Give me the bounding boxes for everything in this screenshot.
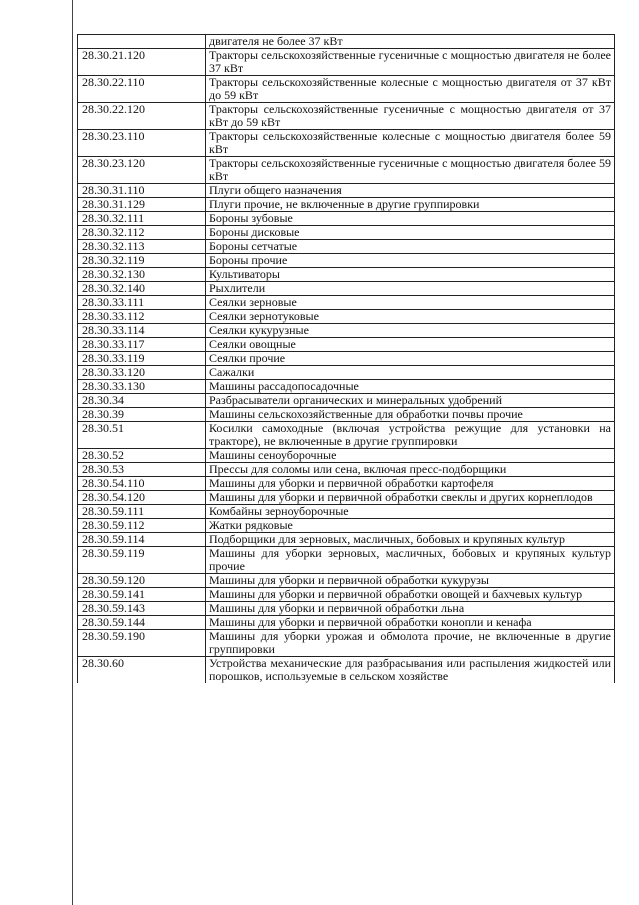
table-row xyxy=(78,324,615,338)
table-row xyxy=(78,103,615,130)
product-name-cell: Плуги общего назначения xyxy=(206,184,615,198)
product-name-cell: Бороны дисковые xyxy=(206,226,615,240)
table-row xyxy=(78,394,615,408)
table-row xyxy=(78,254,615,268)
table-row xyxy=(78,519,615,533)
table-row xyxy=(78,352,615,366)
product-name-cell: Плуги прочие, не включенные в другие группировки xyxy=(206,198,615,212)
table-row xyxy=(78,477,615,491)
product-name-cell: Машины для уборки и первичной обработки льна xyxy=(206,602,615,616)
table-row xyxy=(78,366,615,380)
product-code-cell: 28.30.23.110 xyxy=(78,130,206,157)
table-row xyxy=(78,616,615,630)
product-name-cell: Машины для уборки и первичной обработки картофеля xyxy=(206,477,615,491)
table-row xyxy=(78,282,615,296)
table-row xyxy=(78,422,615,449)
product-name-cell: Машины рассадопосадочные xyxy=(206,380,615,394)
product-name-cell: Машины для уборки зерновых, масличных, бобовых и крупяных культур прочие xyxy=(206,547,615,574)
table-row xyxy=(78,240,615,254)
table-row xyxy=(78,491,615,505)
table-row xyxy=(78,157,615,184)
product-name-cell: Машины для уборки урожая и обмолота прочие, не включенные в другие группировки xyxy=(206,630,615,657)
product-code-cell: 28.30.59.114 xyxy=(78,533,206,547)
table-row xyxy=(78,268,615,282)
product-code-cell: 28.30.22.110 xyxy=(78,76,206,103)
table-row xyxy=(78,657,615,684)
product-name-cell: Машины для уборки и первичной обработки овощей и бахчевых культур xyxy=(206,588,615,602)
table-row xyxy=(78,463,615,477)
product-code-cell: 28.30.31.129 xyxy=(78,198,206,212)
table-row xyxy=(78,130,615,157)
product-code-table xyxy=(77,34,615,683)
table-row xyxy=(78,602,615,616)
table-row xyxy=(78,226,615,240)
product-name-cell: Прессы для соломы или сена, включая пресс-подборщики xyxy=(206,463,615,477)
product-name-cell: Сеялки овощные xyxy=(206,338,615,352)
product-code-cell: 28.30.33.117 xyxy=(78,338,206,352)
product-name-cell: Подборщики для зерновых, масличных, бобовых и крупяных культур xyxy=(206,533,615,547)
product-name-cell: Бороны сетчатые xyxy=(206,240,615,254)
product-code-cell: 28.30.54.110 xyxy=(78,477,206,491)
table-body xyxy=(78,35,615,684)
product-code-cell: 28.30.23.120 xyxy=(78,157,206,184)
product-code-cell: 28.30.33.112 xyxy=(78,310,206,324)
product-code-cell: 28.30.39 xyxy=(78,408,206,422)
product-name-cell: Рыхлители xyxy=(206,282,615,296)
product-code-cell: 28.30.22.120 xyxy=(78,103,206,130)
product-code-cell: 28.30.59.120 xyxy=(78,574,206,588)
product-code-cell: 28.30.52 xyxy=(78,449,206,463)
table-row xyxy=(78,198,615,212)
product-name-cell: Разбрасыватели органических и минеральных удобрений xyxy=(206,394,615,408)
product-code-cell: 28.30.59.143 xyxy=(78,602,206,616)
product-name-cell: Сеялки прочие xyxy=(206,352,615,366)
product-name-cell: Бороны зубовые xyxy=(206,212,615,226)
table-row xyxy=(78,380,615,394)
product-code-cell: 28.30.53 xyxy=(78,463,206,477)
table-row xyxy=(78,310,615,324)
product-code-cell: 28.30.21.120 xyxy=(78,49,206,76)
table-row xyxy=(78,533,615,547)
product-code-cell: 28.30.31.110 xyxy=(78,184,206,198)
product-code-cell: 28.30.33.130 xyxy=(78,380,206,394)
product-name-cell: Машины для уборки и первичной обработки свеклы и других корнеплодов xyxy=(206,491,615,505)
product-code-cell: 28.30.59.190 xyxy=(78,630,206,657)
product-code-cell: 28.30.32.111 xyxy=(78,212,206,226)
table-row xyxy=(78,630,615,657)
product-name-cell: Машины для уборки и первичной обработки конопли и кенафа xyxy=(206,616,615,630)
product-name-cell: Косилки самоходные (включая устройства режущие для установки на тракторе), не включенные в другие группировки xyxy=(206,422,615,449)
product-code-cell: 28.30.59.119 xyxy=(78,547,206,574)
product-name-cell: Машины для уборки и первичной обработки кукурузы xyxy=(206,574,615,588)
table-row xyxy=(78,547,615,574)
table-row xyxy=(78,212,615,226)
product-code-cell: 28.30.51 xyxy=(78,422,206,449)
table-row xyxy=(78,338,615,352)
product-name-cell: Сажалки xyxy=(206,366,615,380)
product-name-cell: Сеялки зерновые xyxy=(206,296,615,310)
product-name-cell: Машины сельскохозяйственные для обработки почвы прочие xyxy=(206,408,615,422)
table-row xyxy=(78,184,615,198)
product-name-cell: Жатки рядковые xyxy=(206,519,615,533)
product-name-cell: Тракторы сельскохозяйственные гусеничные с мощностью двигателя более 59 кВт xyxy=(206,157,615,184)
product-code-cell: 28.30.34 xyxy=(78,394,206,408)
table-row xyxy=(78,296,615,310)
product-code-cell: 28.30.59.144 xyxy=(78,616,206,630)
product-code-cell: 28.30.33.119 xyxy=(78,352,206,366)
product-name-cell: Тракторы сельскохозяйственные колесные с мощностью двигателя от 37 кВт до 59 кВт xyxy=(206,76,615,103)
product-code-cell: 28.30.33.114 xyxy=(78,324,206,338)
product-code-cell: 28.30.32.113 xyxy=(78,240,206,254)
product-code-cell: 28.30.33.111 xyxy=(78,296,206,310)
product-name-cell: Устройства механические для разбрасывания или распыления жидкостей или порошков, используемые в сельском хозяйстве xyxy=(206,657,615,684)
product-name-cell: Сеялки зернотуковые xyxy=(206,310,615,324)
binding-margin-line xyxy=(72,0,73,905)
product-name-cell: Тракторы сельскохозяйственные гусеничные с мощностью двигателя не более 37 кВт xyxy=(206,49,615,76)
product-code-cell: 28.30.60 xyxy=(78,657,206,684)
product-name-cell: Сеялки кукурузные xyxy=(206,324,615,338)
product-name-cell: Бороны прочие xyxy=(206,254,615,268)
product-name-cell: Культиваторы xyxy=(206,268,615,282)
product-name-cell: Машины сеноуборочные xyxy=(206,449,615,463)
table-row xyxy=(78,505,615,519)
product-code-cell: 28.30.54.120 xyxy=(78,491,206,505)
product-code-cell: 28.30.59.111 xyxy=(78,505,206,519)
table-row xyxy=(78,449,615,463)
product-name-cell: двигателя не более 37 кВт xyxy=(206,35,615,49)
table-row xyxy=(78,49,615,76)
product-code-cell: 28.30.32.119 xyxy=(78,254,206,268)
product-code-cell: 28.30.32.140 xyxy=(78,282,206,296)
table-row xyxy=(78,408,615,422)
table-row xyxy=(78,35,615,49)
product-code-cell: 28.30.59.112 xyxy=(78,519,206,533)
product-code-cell xyxy=(78,35,206,49)
product-name-cell: Тракторы сельскохозяйственные гусеничные с мощностью двигателя от 37 кВт до 59 кВт xyxy=(206,103,615,130)
product-code-cell: 28.30.32.112 xyxy=(78,226,206,240)
table-row xyxy=(78,588,615,602)
product-name-cell: Комбайны зерноуборочные xyxy=(206,505,615,519)
table-row xyxy=(78,76,615,103)
product-code-cell: 28.30.33.120 xyxy=(78,366,206,380)
product-name-cell: Тракторы сельскохозяйственные колесные с мощностью двигателя более 59 кВт xyxy=(206,130,615,157)
table-row xyxy=(78,574,615,588)
product-code-cell: 28.30.32.130 xyxy=(78,268,206,282)
product-code-cell: 28.30.59.141 xyxy=(78,588,206,602)
